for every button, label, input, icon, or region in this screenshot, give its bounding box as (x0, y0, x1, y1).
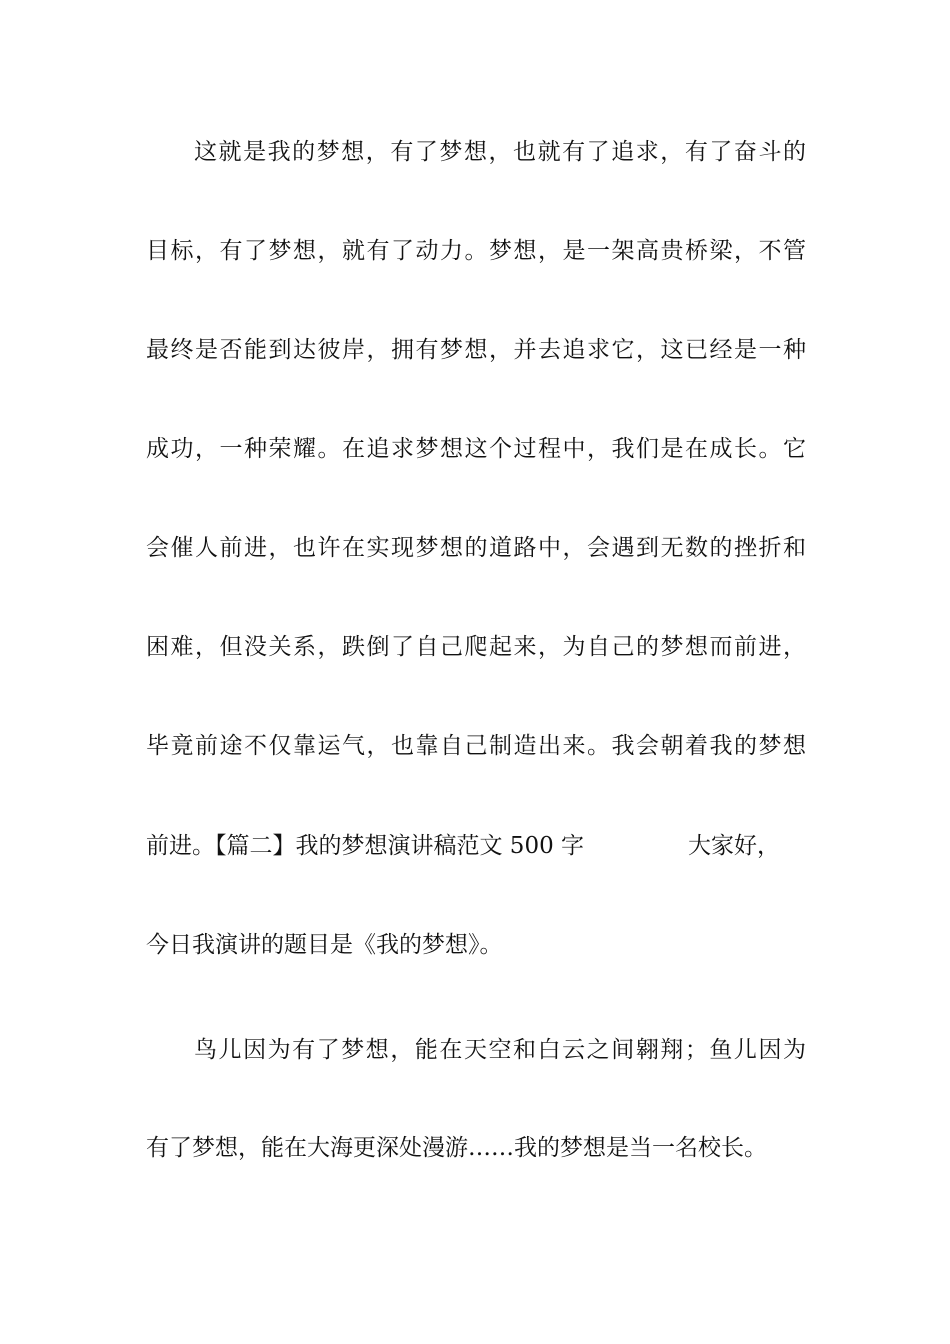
greeting-text: 大家好， (688, 833, 781, 859)
paragraph-line-11: 有了梦想，能在大海更深处漫游……我的梦想是当一名校长。 (146, 1135, 767, 1161)
paragraph-line-1: 这就是我的梦想，有了梦想，也就有了追求，有了奋斗的 (194, 139, 806, 165)
paragraph-line-10: 鸟儿因为有了梦想，能在天空和白云之间翱翔；鱼儿因为 (194, 1037, 806, 1063)
section-heading-line (146, 831, 806, 861)
paragraph-line-2: 目标，有了梦想，就有了动力。梦想，是一架高贵桥梁，不管 (146, 238, 806, 264)
paragraph-line-3: 最终是否能到达彼岸，拥有梦想，并去追求它，这已经是一种 (146, 337, 806, 363)
section-heading-text: 前进。【篇二】我的梦想演讲稿范文 500 字 (146, 833, 585, 859)
paragraph-line-4: 成功，一种荣耀。在追求梦想这个过程中，我们是在成长。它 (146, 436, 806, 462)
paragraph-line-9: 今日我演讲的题目是《我的梦想》。 (146, 932, 503, 958)
paragraph-line-7: 毕竟前途不仅靠运气，也靠自己制造出来。我会朝着我的梦想 (146, 733, 806, 759)
paragraph-line-6: 困难，但没关系，跌倒了自己爬起来，为自己的梦想而前进， (146, 634, 806, 660)
paragraph-line-5: 会催人前进，也许在实现梦想的道路中，会遇到无数的挫折和 (146, 535, 806, 561)
